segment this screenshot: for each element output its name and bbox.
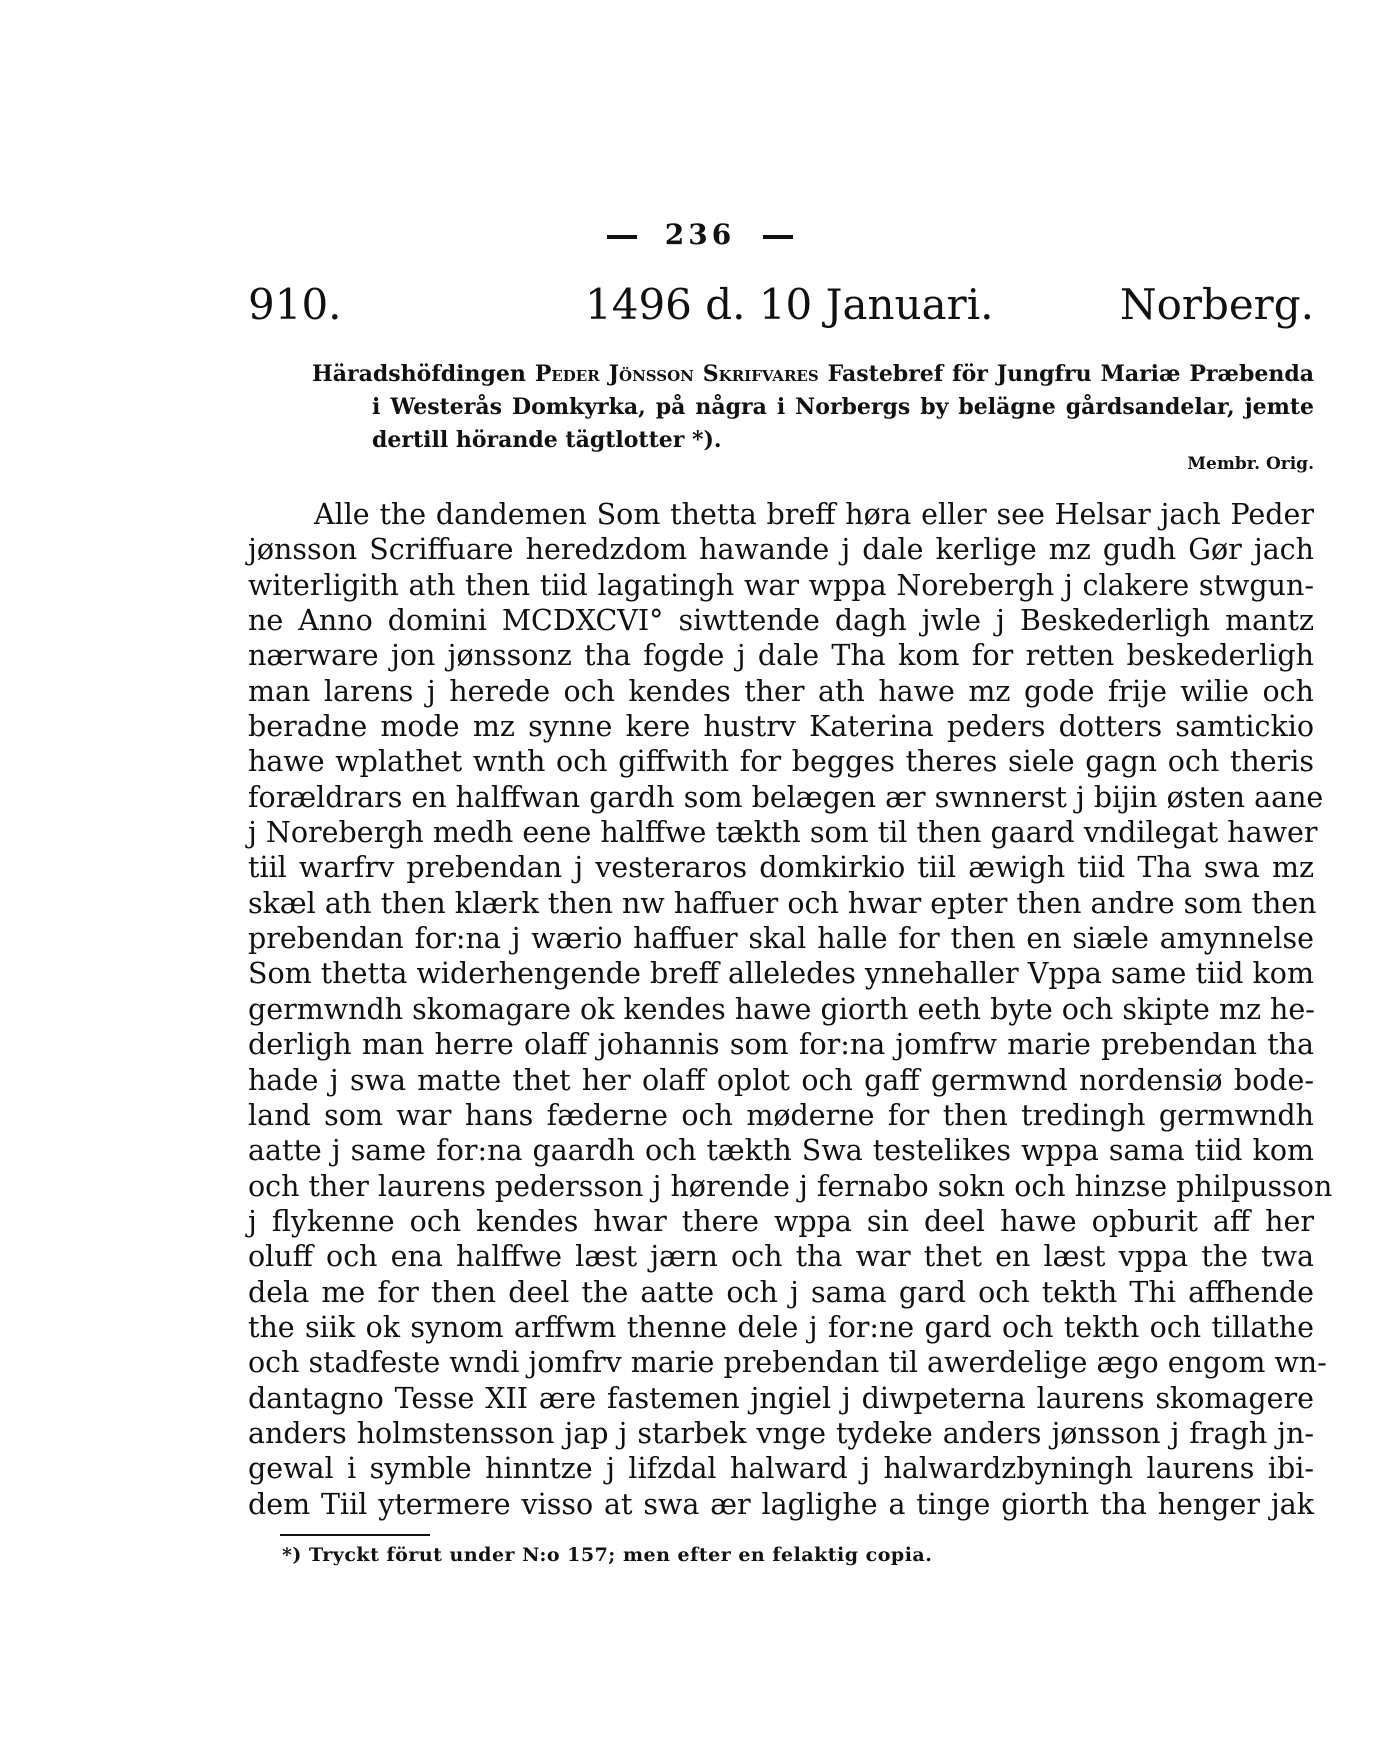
entry-date: 1496 d. 10 Januari. (585, 280, 994, 329)
letter-line: dem Tiil ytermere visso at swa ær laglighe a tinge giorth tha henger jak (248, 1487, 1314, 1521)
letter-line: Alle the dandemen Som thetta breff høra eller see Helsar jach Peder (314, 498, 1314, 531)
page-number (0, 218, 1400, 251)
letter-line: oluff och ena halffwe læst jærn och tha war thet en læst vppa the twa (248, 1240, 1314, 1274)
letter-line: dantagno Tesse XII ære fastemen jngiel j diwpeterna laurens skomagere (248, 1381, 1314, 1415)
page-number-dash-left (607, 235, 637, 239)
letter-line: land som war hans fæderne och møderne for then tredingh germwndh (248, 1098, 1314, 1132)
page-number-dash-right (763, 235, 793, 239)
letter-line: man larens j herede och kendes ther ath hawe mz gode frije wilie och (248, 674, 1314, 708)
source-note: Membr. Orig. (1187, 454, 1314, 474)
letter-line: j Norebergh medh eene halffwe tækth som til then gaard vndilegat hawer (248, 816, 1318, 850)
letter-line: Som thetta widerhengende breff alleledes ynnehaller Vppa same tiid kom (248, 957, 1314, 991)
letter-text (248, 497, 1333, 1522)
entry-number: 910. (248, 280, 342, 329)
letter-line: skæl ath then klærk then nw haffuer och hwar epter then andre som then (248, 886, 1317, 920)
letter-line: j flykenne och kendes hwar there wppa sin deel hawe opburit aff her (248, 1204, 1314, 1238)
letter-line: hawe wplathet wnth och giffwith for begges theres siele gagn och theris (248, 745, 1314, 779)
letter-line: nærware jon jønssonz tha fogde j dale Tha kom for retten beskederligh (248, 639, 1314, 673)
letter-line: witerligith ath then tiid lagatingh war wppa Norebergh j clakere stwgun- (248, 568, 1314, 602)
letter-line: forældrars en halffwan gardh som belægen ær swnnerst j bijin østen aane (248, 780, 1324, 814)
letter-line: aatte j same for:na gaardh och tækth Swa testelikes wppa sama tiid kom (248, 1134, 1314, 1168)
footnote-divider (280, 1534, 430, 1536)
letter-line: och ther laurens pedersson j hørende j fernabo sokn och hinzse philpusson (248, 1169, 1333, 1203)
summary-rest: Fastebref för Jungfru Mariæ Præbenda i Westerås Domkyrka, på några i Norbergs by belägne gårdsandelar, jemte dertill hörande tägtlotter *). (372, 361, 1314, 453)
letter-line: jønsson Scriffuare heredzdom hawande j dale kerlige mz gudh Gør jach (248, 533, 1314, 567)
letter-line: derligh man herre olaff johannis som for:na jomfrw marie prebendan tha (248, 1028, 1314, 1062)
letter-line: hade j swa matte thet her olaff oplot och gaff germwnd nordensiø bode- (248, 1063, 1314, 1097)
letter-line: ne Anno domini MCDXCVI° siwttende dagh jwle j Beskederligh mantz (248, 604, 1314, 638)
entry-place: Norberg. (1119, 280, 1314, 329)
footnote: *) Tryckt förut under N:o 157; men efter en felaktig copia. (282, 1544, 933, 1566)
letter-line: prebendan for:na j wærio haffuer skal halle for then en siæle amynnelse (248, 922, 1314, 956)
letter-line: och stadfeste wndi jomfrv marie prebendan til awerdelige ægo engom wn- (248, 1346, 1327, 1380)
letter-line: anders holmstensson jap j starbek vnge tydeke anders jønsson j fragh jn- (248, 1416, 1314, 1450)
summary-intro: Häradshöfdingen (312, 361, 526, 387)
entry-heading (0, 280, 1400, 330)
page-number-value: 236 (664, 218, 736, 251)
letter-line: germwndh skomagare ok kendes hawe giorth eeth byte och skipte mz he- (248, 992, 1315, 1026)
letter-line: dela me for then deel the aatte och j sama gard och tekth Thi affhende (248, 1275, 1314, 1309)
entry-summary (312, 358, 1314, 457)
letter-line: tiil warfrv prebendan j vesteraros domkirkio tiil æwigh tiid Tha swa mz (248, 851, 1314, 885)
letter-line: the siik ok synom arffwm thenne dele j for:ne gard och tekth och tillathe (248, 1310, 1314, 1344)
summary-name: Peder Jönsson Skrifvares (534, 361, 819, 387)
letter-line: beradne mode mz synne kere hustrv Katerina peders dotters samtickio (248, 710, 1314, 744)
letter-line: gewal i symble hinntze j lifzdal halward j halwardzbyningh laurens ibi- (248, 1452, 1314, 1486)
